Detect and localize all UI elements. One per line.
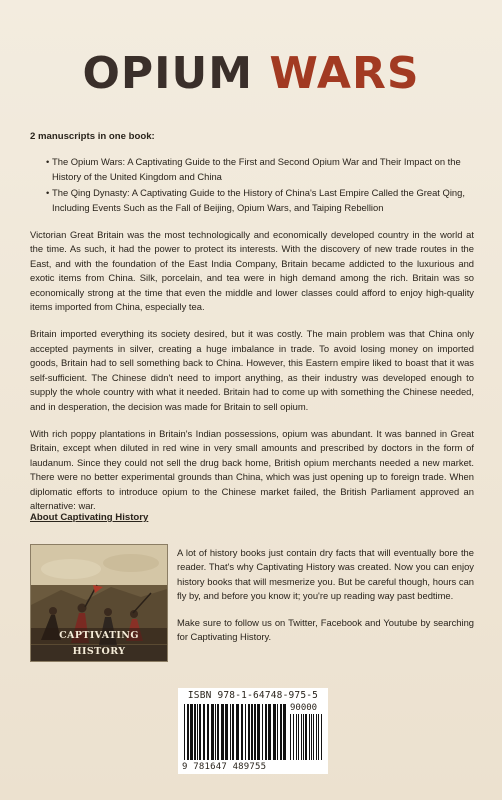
barcode-bar bbox=[298, 714, 299, 760]
ean-number: 9 781647 489755 bbox=[182, 762, 267, 772]
barcode-bar bbox=[241, 704, 243, 760]
title-word-wars: WARS bbox=[269, 48, 420, 99]
title-word-opium: OPIUM bbox=[82, 48, 254, 99]
barcode-bar bbox=[257, 704, 260, 760]
barcode-bar bbox=[305, 714, 307, 760]
barcode-bar bbox=[273, 704, 276, 760]
about-paragraph: A lot of history books just contain dry facts that will eventually bore the reader. That's why Captivating History was created. Now you can enjoy history books that will mesmerize you. But be careful though, hours can fly by, and before you know it; you're up reading way past bedtime. bbox=[177, 547, 474, 602]
barcode-bar bbox=[194, 704, 196, 760]
barcode-bar bbox=[309, 714, 310, 760]
price-barcode-bars bbox=[290, 714, 324, 760]
barcode-bar bbox=[265, 704, 267, 760]
blurb-paragraph: Victorian Great Britain was the most technologically and economically developed country in the world at the time. As such, it had the power to protect its interests. With the discovery of new trade routes in the East, and with the foundation of the East India Company, Britain became addicted to the luxurious and exotic items from China. Silk, porcelain, and tea were in high demand among the rich. Britain was so economically strong at the time that even the middle and lower classes could afford to enjoy high-quality items imported from China, especially tea. bbox=[30, 229, 474, 313]
barcode-bar bbox=[221, 704, 224, 760]
barcode-bar bbox=[190, 704, 193, 760]
barcode-bar bbox=[268, 704, 271, 760]
barcode-bar bbox=[236, 704, 239, 760]
barcode-bar bbox=[232, 704, 234, 760]
history-painting-image bbox=[30, 544, 168, 662]
book-title bbox=[0, 44, 502, 104]
barcode-bar bbox=[211, 704, 214, 760]
barcode-bar bbox=[296, 714, 297, 760]
isbn-label: ISBN 978-1-64748-975-5 bbox=[187, 690, 319, 701]
barcode-bar bbox=[197, 704, 198, 760]
about-text-block bbox=[177, 546, 474, 656]
barcode-bar bbox=[262, 704, 263, 760]
barcode-bar bbox=[215, 704, 216, 760]
barcode-bar bbox=[207, 704, 209, 760]
barcode-bar bbox=[316, 714, 317, 760]
manuscripts-subhead: 2 manuscripts in one book: bbox=[30, 131, 155, 142]
barcode-bar bbox=[254, 704, 256, 760]
isbn-barcode bbox=[178, 688, 328, 774]
barcode-bar bbox=[199, 704, 201, 760]
barcode-bar bbox=[293, 714, 294, 760]
blurb-section bbox=[30, 130, 474, 526]
barcode-bar bbox=[290, 714, 291, 760]
barcode-bar bbox=[225, 704, 228, 760]
barcode-bar bbox=[311, 714, 312, 760]
barcode-bar bbox=[184, 704, 185, 760]
barcode-bar bbox=[203, 704, 205, 760]
barcode-bar bbox=[245, 704, 246, 760]
barcode-bar bbox=[251, 704, 253, 760]
manuscript-item: • The Opium Wars: A Captivating Guide to the First and Second Opium War and Their Impact on the History of the United Kingdom and China bbox=[52, 155, 474, 184]
blurb-paragraph: With rich poppy plantations in Britain's Indian possessions, opium was abundant. It was banned in Great Britain, except when diluted in red wine in very small amounts and prescribed by doctors in the form of laudanum. Since they could not sell the drug back home, British opium merchants needed a new market. There were no better experimental grounds than China, which was just opening up to foreign trade. When diplomatic efforts to introduce opium to the Chinese market failed, the British Parliament approved an alternative: war. bbox=[30, 427, 474, 511]
barcode-bar bbox=[321, 714, 322, 760]
barcode-bar bbox=[283, 704, 286, 760]
barcode-bar bbox=[248, 704, 250, 760]
manuscripts-list bbox=[30, 155, 474, 215]
barcode-bar bbox=[187, 704, 189, 760]
barcode-bar bbox=[318, 714, 319, 760]
price-code-label: 90000 bbox=[290, 703, 318, 713]
barcode-bar bbox=[313, 714, 314, 760]
barcode-bar bbox=[217, 704, 219, 760]
captivating-history-logo: CAPTIVATING HISTORY bbox=[31, 628, 167, 644]
ean-barcode-bars bbox=[184, 704, 286, 760]
blurb-paragraph: Britain imported everything its society desired, but it was costly. The main problem was that China only accepted payments in silver, creating a huge imbalance in trade. To avoid losing money on imported goods, Britain had to sell something back to China. However, this Eastern empire liked to boast that it was self-sufficient. The Chinese didn't need to import anything, as their industry was developed enough to supply the whole country with what it needed. Britain had to come up with something the Chinese needed, and in desperation, the decision was made for Britain to sell opium. bbox=[30, 328, 474, 412]
manuscript-item: • The Qing Dynasty: A Captivating Guide to the History of China's Last Empire Called the Great Qing, Including Events Such as the Fall of Beijing, Opium Wars, and Taiping Rebellion bbox=[52, 186, 474, 215]
about-heading: About Captivating History bbox=[30, 512, 149, 523]
barcode-bar bbox=[301, 714, 302, 760]
about-paragraph: Make sure to follow us on Twitter, Facebook and Youtube by searching for Captivating History. bbox=[177, 616, 474, 643]
barcode-bar bbox=[280, 704, 282, 760]
barcode-bar bbox=[277, 704, 278, 760]
barcode-bar bbox=[303, 714, 304, 760]
barcode-bar bbox=[230, 704, 231, 760]
